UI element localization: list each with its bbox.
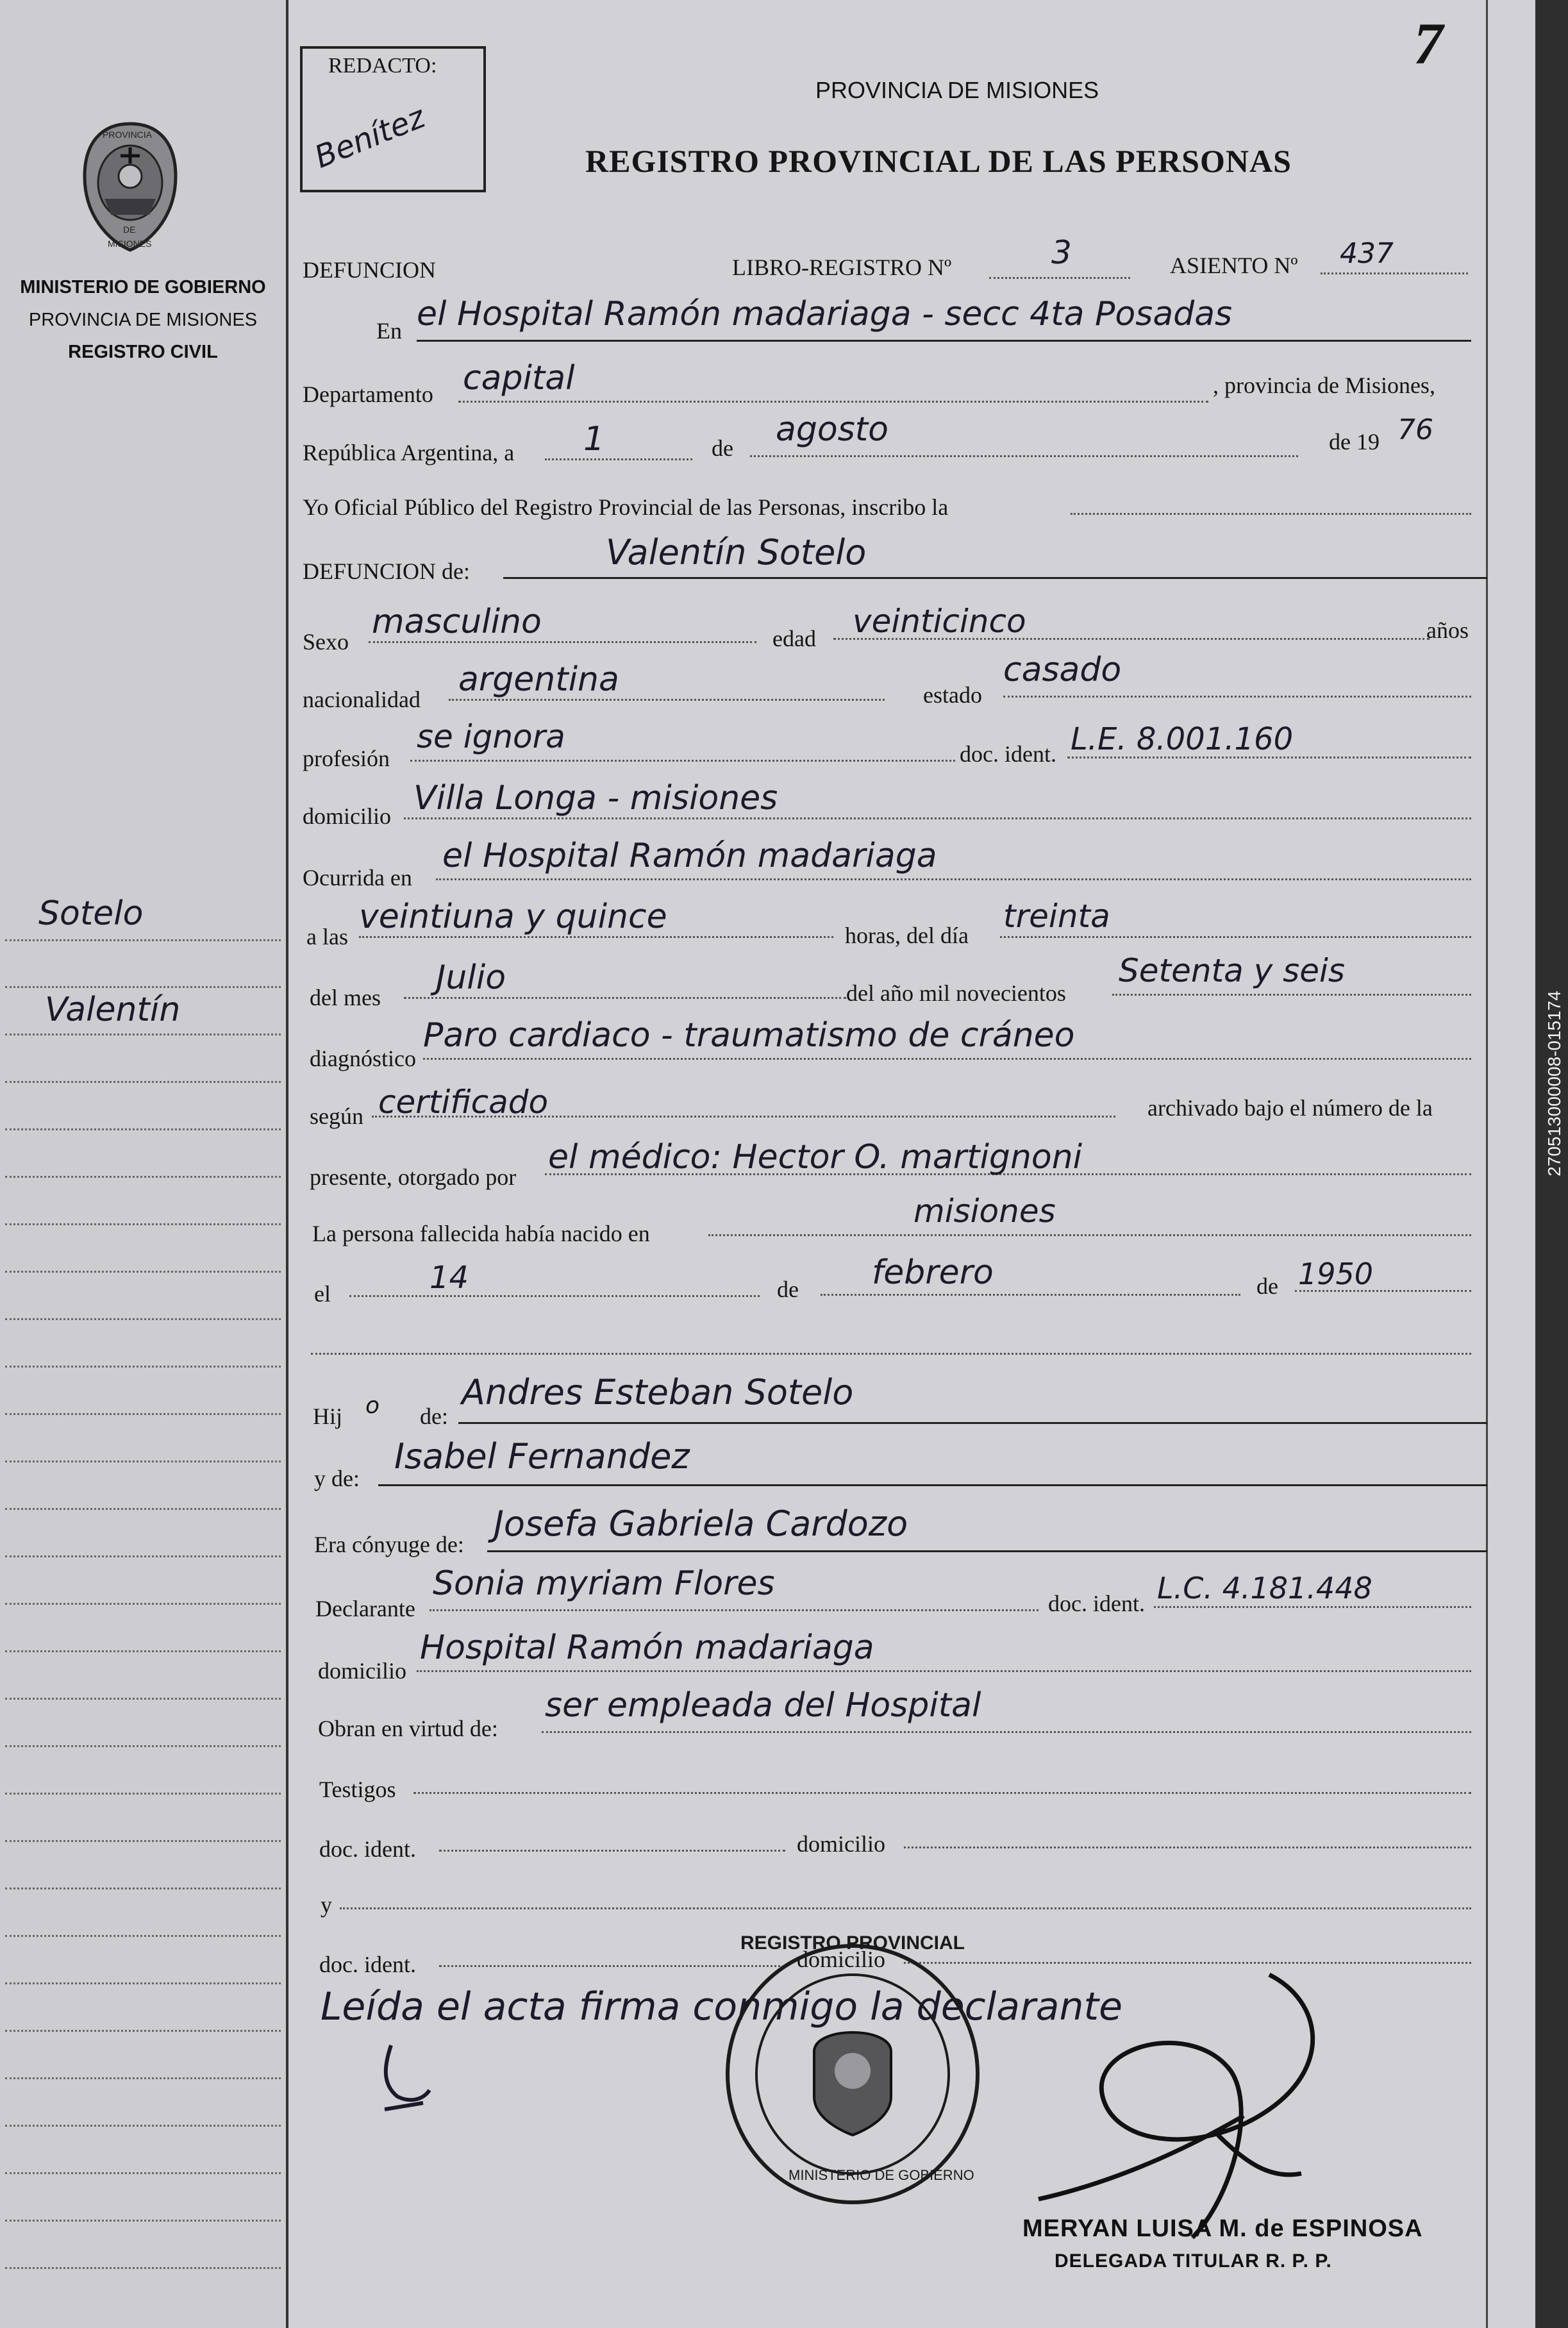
field-line [1321, 272, 1468, 274]
field-line [708, 1234, 1471, 1236]
diagnostico-value: Paro cardiaco - traumatismo de cráneo [423, 1016, 1075, 1055]
margin-line [5, 1034, 281, 1035]
del-ano-label: del año mil novecientos [846, 980, 1066, 1006]
field-line [417, 1670, 1471, 1672]
field-line [311, 1353, 1471, 1355]
act-type-label: DEFUNCION [303, 257, 437, 283]
doc-ident-label: doc. ident. [960, 741, 1056, 767]
field-line [1003, 696, 1471, 698]
margin-line [5, 2220, 281, 2222]
decl-domicilio-value: Hospital Ramón madariaga [420, 1629, 874, 1667]
margin-line [5, 1081, 281, 1083]
testigos-label: Testigos [319, 1777, 396, 1802]
margin-surname: Sotelo [38, 894, 144, 933]
edad-label: edad [772, 626, 816, 651]
header-province: PROVINCIA DE MISIONES [815, 77, 1099, 103]
defuncion-de-label: DEFUNCION de: [303, 558, 470, 584]
declarante-value: Sonia myriam Flores [433, 1564, 775, 1603]
domicilio-value: Villa Longa - misiones [413, 779, 778, 817]
decl-doc-label: doc. ident. [1048, 1591, 1145, 1616]
declarante-label: Declarante [315, 1596, 415, 1621]
dia-value: treinta [1003, 898, 1110, 935]
margin-line [5, 1508, 281, 1510]
stamp-text: REGISTRO PROVINCIAL [740, 1932, 965, 1954]
estado-value: casado [1003, 651, 1122, 689]
signature [1000, 1955, 1385, 2250]
day-value: 1 [583, 420, 605, 458]
asiento-value: 437 [1340, 237, 1394, 270]
domicilio-label: domicilio [303, 803, 391, 829]
field-line [1112, 994, 1471, 996]
stamp-inner-label: MINISTERIO DE GOBIERNO [788, 2167, 974, 2183]
republica-label: República Argentina, a [303, 440, 515, 465]
closing-note: Leída el acta firma conmigo la declarante [321, 1984, 1122, 2029]
field-line [436, 878, 1471, 880]
margin-line [5, 1888, 281, 1889]
departamento-label: Departamento [303, 381, 433, 407]
margin-line [5, 1935, 281, 1937]
field-line [458, 401, 1208, 403]
t2-doc-label: doc. ident. [319, 1952, 416, 1977]
initial-mark [372, 2039, 442, 2116]
horas-label: horas, del día [845, 923, 969, 948]
field-line [1154, 1606, 1471, 1608]
field-line [404, 817, 1471, 819]
archivado-label: archivado bajo el número de la [1147, 1095, 1433, 1121]
margin-line [5, 2077, 281, 2079]
deceased-name: Valentín Sotelo [606, 532, 867, 573]
en-value: el Hospital Ramón madariaga - secc 4ta Posadas [417, 295, 1233, 333]
signatory-role: DELEGADA TITULAR R. P. P. [1055, 2250, 1332, 2272]
doc-ident-value: L.E. 8.001.160 [1071, 721, 1294, 757]
birth-de-label: de [777, 1277, 799, 1302]
side-archive-code: 270513000008-015174 [1544, 991, 1564, 1177]
margin-line [5, 2172, 281, 2174]
margin-line [5, 1461, 281, 1462]
margin-line [5, 1223, 281, 1225]
el-label: el [314, 1281, 331, 1307]
margin-line [5, 1366, 281, 1368]
margin-line [5, 2267, 281, 2269]
province-label: PROVINCIA DE MISIONES [28, 310, 258, 330]
t1-dom-label: domicilio [797, 1831, 885, 1857]
field-line [542, 1731, 1471, 1733]
field-line [750, 455, 1298, 457]
de-label: de [712, 435, 733, 461]
conyuge-value: Josefa Gabriela Cardozo [494, 1503, 908, 1544]
margin-line [5, 2030, 281, 2032]
margin-line [5, 1793, 281, 1795]
en-label: En [376, 318, 402, 344]
field-line [410, 760, 955, 762]
field-line [449, 699, 885, 701]
libro-label: LIBRO-REGISTRO Nº [732, 255, 952, 280]
field-line [545, 458, 692, 460]
margin-line [5, 1698, 281, 1700]
year-value: 76 [1397, 414, 1433, 446]
obran-label: Obran en virtud de: [318, 1716, 498, 1741]
seal-label-2: DE [123, 224, 136, 235]
margin-line [5, 2125, 281, 2127]
margin-line [5, 1271, 281, 1273]
ano-value: Setenta y seis [1119, 952, 1345, 989]
decl-domicilio-label: domicilio [318, 1658, 406, 1684]
hijo-label: Hij [313, 1403, 343, 1429]
field-line [904, 1846, 1471, 1848]
field-line [340, 1907, 1471, 1909]
nacido-label: La persona fallecida había nacido en [312, 1221, 650, 1246]
redacto-label: REDACTO: [328, 54, 437, 78]
del-mes-label: del mes [310, 985, 381, 1010]
margin-line [5, 1413, 281, 1415]
header-title: REGISTRO PROVINCIAL DE LAS PERSONAS [585, 143, 1292, 179]
ocurrida-value: el Hospital Ramón madariaga [442, 837, 937, 875]
hijo-suffix: o [365, 1393, 380, 1419]
birth-year-label: de [1256, 1273, 1278, 1299]
field-line [430, 1609, 1038, 1611]
t1-doc-label: doc. ident. [319, 1836, 416, 1862]
a-las-value: veintiuna y quince [359, 898, 667, 936]
margin-line [5, 939, 281, 941]
margin-line [5, 986, 281, 988]
diagnostico-label: diagnóstico [310, 1046, 416, 1071]
field-line [821, 1294, 1240, 1296]
birth-month: febrero [872, 1253, 994, 1292]
decl-doc-value: L.C. 4.181.448 [1157, 1571, 1372, 1605]
margin-line [5, 1650, 281, 1652]
nacionalidad-label: nacionalidad [303, 687, 421, 712]
margin-line [5, 1982, 281, 1984]
field-line [1071, 513, 1471, 515]
field-line [503, 577, 1487, 579]
presente-label: presente, otorgado por [310, 1164, 517, 1190]
field-line [349, 1295, 760, 1297]
field-line [989, 277, 1130, 279]
margin-column [0, 0, 288, 2328]
month-value: agosto [776, 410, 888, 449]
redacto-box [300, 46, 486, 192]
mother-name: Isabel Fernandez [394, 1436, 690, 1477]
provincia-suffix: , provincia de Misiones, [1213, 373, 1435, 398]
estado-label: estado [923, 682, 982, 708]
nacionalidad-value: argentina [458, 660, 619, 699]
asiento-label: ASIENTO Nº [1170, 253, 1298, 278]
margin-line [5, 1555, 281, 1557]
profesion-label: profesión [303, 746, 390, 771]
t2-dom-label: domicilio [797, 1947, 885, 1972]
field-line [1000, 936, 1471, 938]
sexo-value: masculino [372, 603, 542, 641]
field-line [487, 1550, 1487, 1552]
segun-label: según [310, 1103, 363, 1129]
y-label: y [321, 1892, 332, 1918]
year-prefix: de 19 [1329, 429, 1380, 455]
margin-line [5, 1128, 281, 1130]
margin-line [5, 1318, 281, 1320]
seal-label-1: PROVINCIA [103, 130, 153, 140]
father-name: Andres Esteban Sotelo [462, 1372, 854, 1412]
profesion-value: se ignora [417, 718, 565, 755]
birth-day: 14 [430, 1260, 469, 1296]
sexo-label: Sexo [303, 629, 349, 655]
ocurrida-label: Ocurrida en [303, 865, 412, 891]
segun-value: certificado [378, 1084, 549, 1121]
hijo-de-label: de: [420, 1403, 448, 1429]
field-line [378, 1484, 1487, 1486]
margin-line [5, 1176, 281, 1178]
birth-year: 1950 [1298, 1257, 1374, 1291]
field-line [458, 1422, 1487, 1424]
redacto-value: Benítez [310, 99, 430, 176]
yo-oficial-text: Yo Oficial Público del Registro Provincial de las Personas, inscribo la [303, 494, 949, 520]
y-de-label: y de: [314, 1466, 360, 1491]
registry-label: REGISTRO CIVIL [68, 342, 218, 362]
ministry-label: MINISTERIO DE GOBIERNO [20, 277, 266, 297]
signatory-name: MERYAN LUISA M. de ESPINOSA [1022, 2215, 1423, 2242]
right-border-line [1486, 0, 1488, 2328]
margin-line [5, 1745, 281, 1747]
margin-line [5, 1840, 281, 1842]
field-line [413, 1792, 1471, 1794]
field-line [359, 936, 833, 938]
field-line [417, 340, 1471, 342]
obran-value: ser empleada del Hospital [545, 1686, 981, 1725]
presente-value: el médico: Hector O. martignoni [548, 1138, 1083, 1177]
edad-value: veinticinco [853, 603, 1026, 640]
field-line [369, 641, 756, 643]
margin-given-name: Valentín [45, 991, 181, 1029]
a-las-label: a las [306, 924, 348, 950]
seal-label-3: MISIONES [108, 239, 152, 249]
field-line [423, 1058, 1471, 1060]
page-number: 7 [1414, 11, 1443, 76]
field-line [404, 997, 846, 999]
libro-value: 3 [1051, 234, 1072, 271]
mes-value: Julio [436, 959, 506, 997]
margin-line [5, 1603, 281, 1605]
field-line [439, 1850, 785, 1852]
conyuge-label: Era cónyuge de: [314, 1532, 464, 1557]
anos-label: años [1426, 617, 1469, 643]
nacido-value: misiones [913, 1193, 1056, 1230]
departamento-value: capital [463, 359, 575, 398]
